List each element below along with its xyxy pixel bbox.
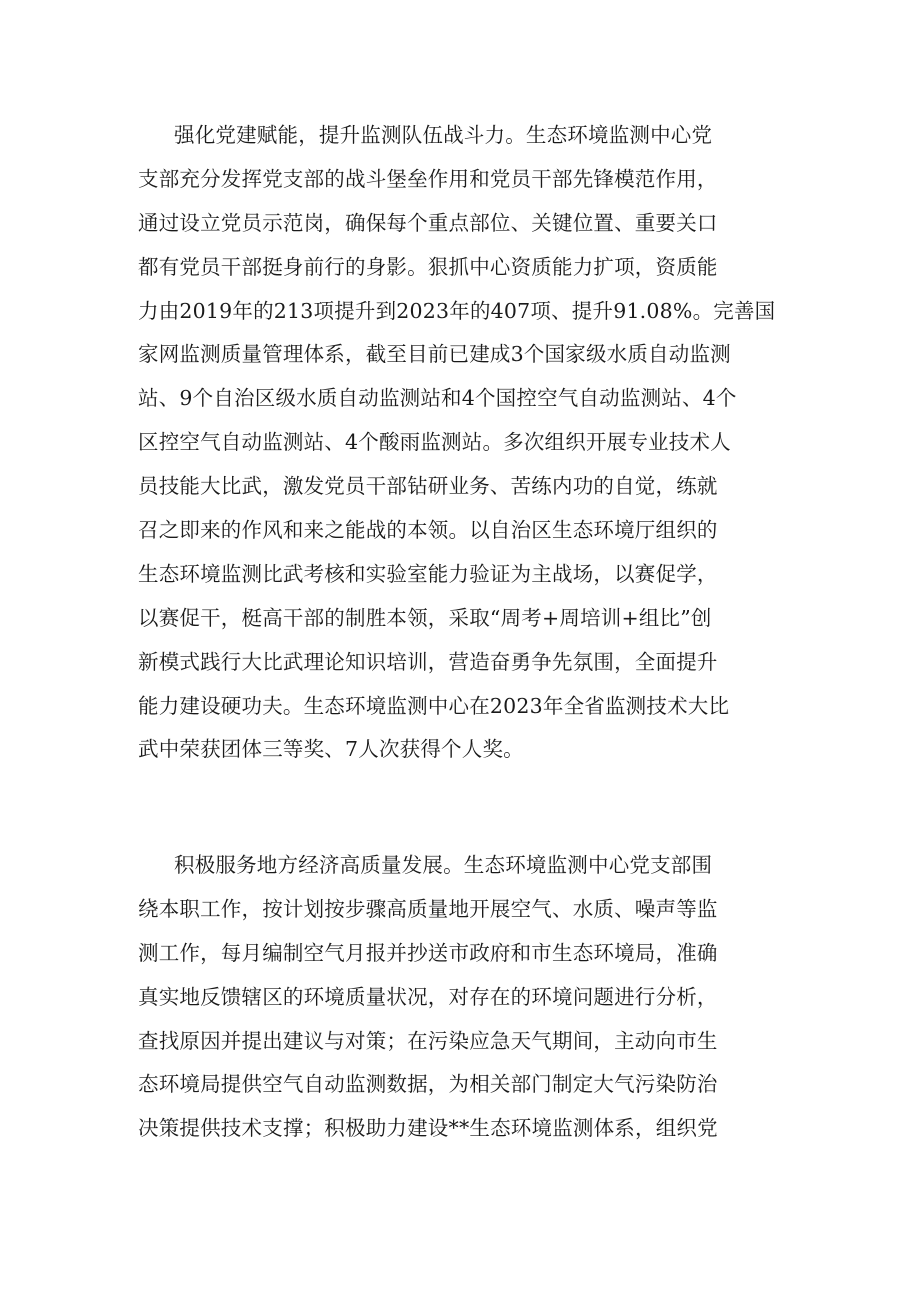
text-line: 以赛促干，梃高干部的制胜本领，采取“周考+周培训+组比”创 [138,605,712,630]
text-line: 绕本职工作，按计划按步骤高质量地开展空气、水质、噪声等监 [138,896,718,921]
text-line: 武中荣获团体三等奖、7人次获得个人奖。 [138,737,524,762]
text-line: 通过设立党员示范岗，确保每个重点部位、关键位置、重要关口 [138,210,718,235]
text-line: 真实地反馈辖区的环境质量状况，对存在的环境问题进行分析， [138,984,718,1009]
text-line: 家网监测质量管理体系，截至目前已建成3个国家级水质自动监测 [138,342,731,367]
text-line: 员技能大比武，激发党员干部钻研业务、苦练内功的自觉，练就 [138,474,718,499]
paragraph-party-building [138,114,798,772]
text-line: 查找原因并提出建议与对策；在污染应急天气期间，主动向市生 [138,1028,718,1053]
text-line: 新模式践行大比武理论知识培训，营造奋勇争先氛围，全面提升 [138,649,718,674]
text-line: 测工作，每月编制空气月报并抄送市政府和市生态环境局，准确 [138,940,718,965]
text-line: 决策提供技术支撑；积极助力建设**生态环境监测体系，组织党 [138,1116,718,1141]
text-line: 强化党建赋能，提升监测队伍战斗力。生态环境监测中心党 [174,123,713,147]
text-line: 积极服务地方经济高质量发展。生态环境监测中心党支部围 [174,853,713,877]
text-line: 生态环境监测比武考核和实验室能力验证为主战场，以赛促学， [138,561,718,586]
text-line: 召之即来的作风和来之能战的本领。以自治区生态环境厅组织的 [138,518,718,543]
text-line: 都有党员干部挺身前行的身影。狠抓中心资质能力扩项，资质能 [138,254,718,279]
text-line: 态环境局提供空气自动监测数据，为相关部门制定大气污染防治 [138,1072,718,1097]
paragraph-economic-development [138,844,798,1151]
text-line: 区控空气自动监测站、4个酸雨监测站。多次组织开展专业技术人 [138,430,731,455]
text-line: 站、9个自治区级水质自动监测站和4个国控空气自动监测站、4个 [138,386,737,411]
text-line: 能力建设硬功夫。生态环境监测中心在2023年全省监测技术大比 [138,693,730,718]
text-line: 力由2019年的213项提升到2023年的407项、提升91.08%。完善国 [138,298,776,323]
text-line: 支部充分发挥党支部的战斗堡垒作用和党员干部先锋模范作用， [138,166,718,191]
